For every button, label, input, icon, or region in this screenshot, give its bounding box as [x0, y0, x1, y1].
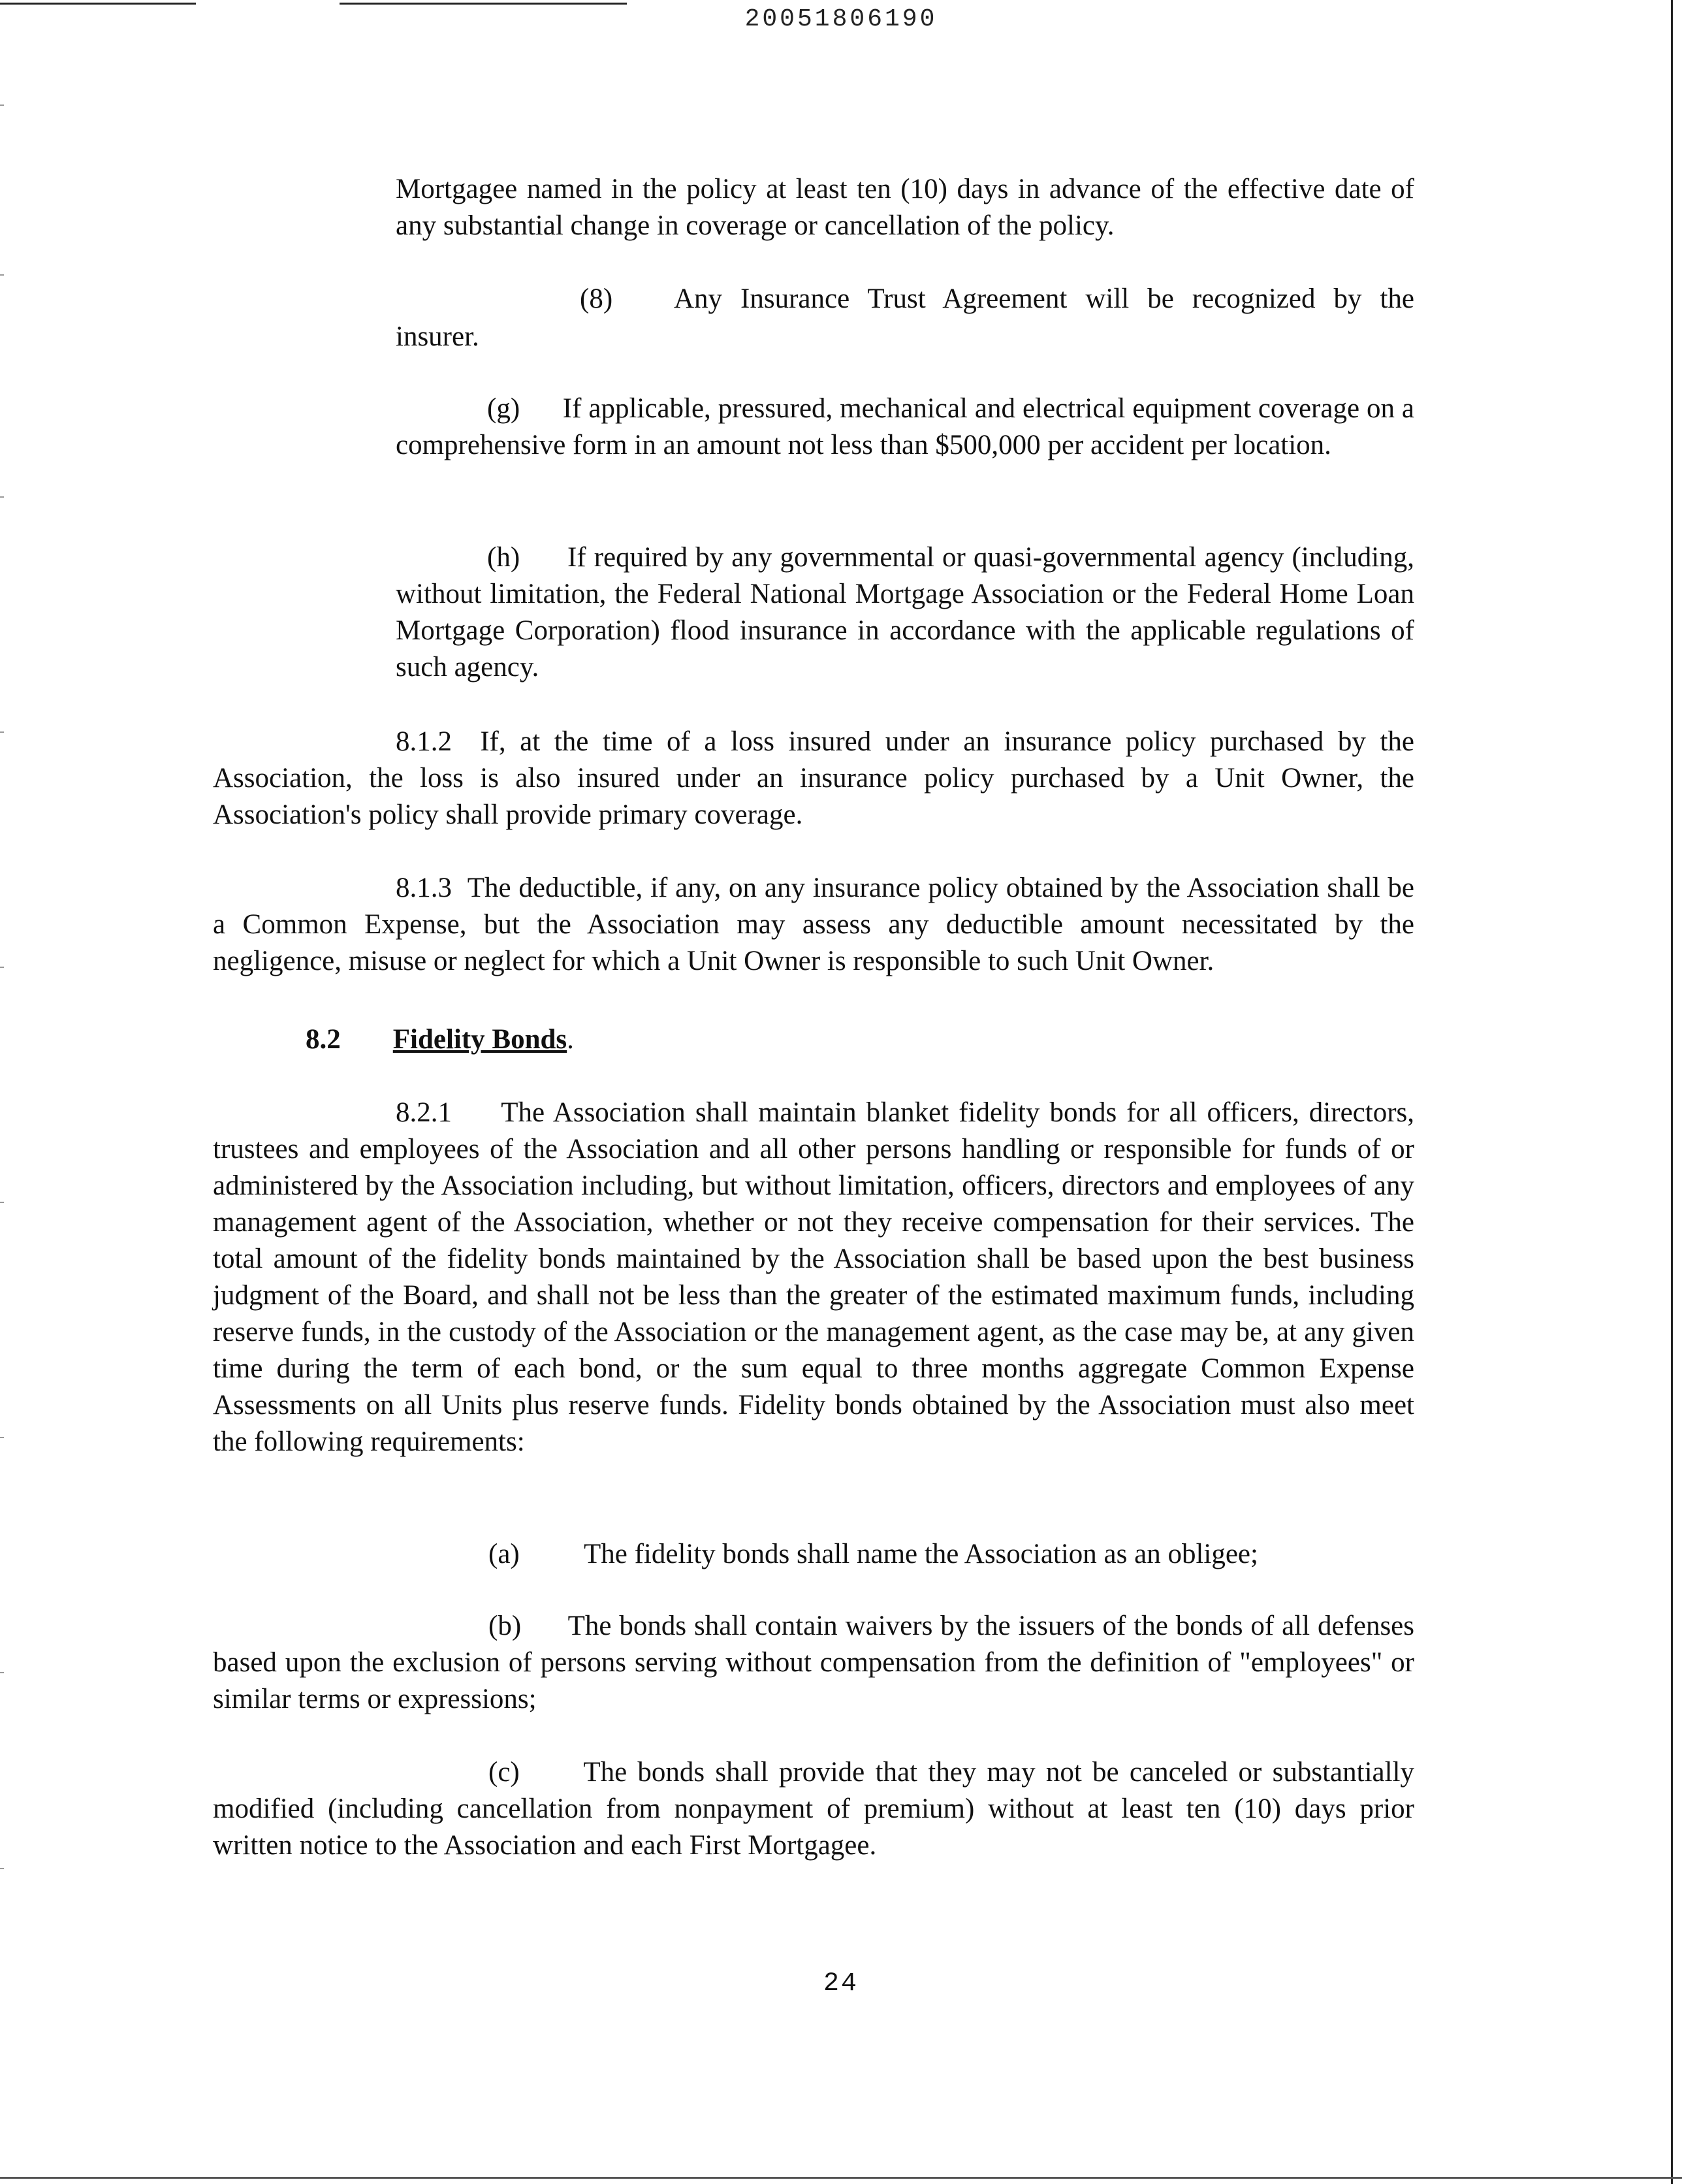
paragraph-g	[396, 391, 1414, 464]
paragraph-h-marker: (h)	[487, 542, 520, 573]
item-a-text: The fidelity bonds shall name the Association as an obligee;	[584, 1539, 1258, 1569]
paragraph-h	[396, 539, 1414, 686]
item-b	[213, 1608, 1414, 1718]
section-8-1-3-number: 8.1.3	[396, 873, 452, 903]
paragraph-h-text: If required by any governmental or quasi-governmental agency (including, without limitation, the Federal National Mortgage Association or the Federal Home Loan Mortgage Corporation) flood insurance in accordance with the applicable regulations of such agency.	[396, 542, 1415, 682]
paragraph-8-text: Any Insurance Trust Agreement will be recognized by the	[674, 283, 1414, 314]
scan-left-edge-marks	[0, 0, 5, 2184]
section-8-2-1	[213, 1095, 1414, 1460]
item-c-marker: (c)	[488, 1757, 520, 1788]
item-c-text: The bonds shall provide that they may not be canceled or substantially modified (including cancellation from nonpayment of premium) without at least ten (10) days prior written notice to the Association and each First Mortgagee.	[213, 1757, 1414, 1861]
paragraph-8-tail: insurer.	[396, 321, 479, 352]
item-a-marker: (a)	[488, 1539, 520, 1569]
section-8-2-1-number: 8.2.1	[396, 1097, 452, 1128]
section-8-1-2-number: 8.1.2	[396, 726, 452, 757]
scan-top-line-left	[0, 3, 196, 5]
scan-right-border	[1671, 0, 1673, 2184]
item-c	[213, 1754, 1414, 1864]
item-b-marker: (b)	[488, 1611, 522, 1641]
item-b-text: The bonds shall contain waivers by the issuers of the bonds of all defenses based upon the exclusion of persons serving without compensation from the definition of "employees" or similar terms or expressions;	[213, 1611, 1414, 1714]
paragraph-8-marker: (8)	[580, 283, 613, 314]
paragraph-continuation: Mortgagee named in the policy at least ten (10) days in advance of the effective date of any substantial change in coverage or cancellation of the policy.	[396, 174, 1414, 241]
section-8-2-heading	[306, 1021, 574, 1058]
section-8-2-number: 8.2	[306, 1024, 341, 1055]
section-8-1-2-text: If, at the time of a loss insured under an insurance policy purchased by the Association, the loss is also insured under an insurance policy purchased by a Unit Owner, the Association's policy shall provide primary coverage.	[213, 726, 1415, 830]
section-8-1-3	[213, 870, 1414, 980]
page-number: 24	[823, 1969, 859, 1999]
scan-bottom-border	[0, 2177, 1682, 2179]
section-8-1-2	[213, 724, 1414, 833]
scan-top-line-right	[340, 3, 627, 5]
paragraph-g-text: If applicable, pressured, mechanical and electrical equipment coverage on a comprehensive form in an amount not less than $500,000 per accident per location.	[396, 393, 1415, 460]
section-8-2-period: .	[567, 1024, 574, 1055]
document-number: 20051806190	[744, 5, 938, 33]
section-8-1-3-text: The deductible, if any, on any insurance policy obtained by the Association shall be a Common Expense, but the Association may assess any deductible amount necessitated by the negligence, misuse or neglect for which a Unit Owner is responsible to such Unit Owner.	[213, 873, 1414, 976]
section-8-2-title: Fidelity Bonds	[392, 1024, 567, 1055]
section-8-2-1-text: The Association shall maintain blanket fidelity bonds for all officers, directors, trustees and employees of the Association and all other persons handling or responsible for funds of or administered by the Association including, but without limitation, officers, directors and employees of any management agent of the Association, whether or not they receive compensation for their services. The total amount of the fidelity bonds maintained by the Association shall be based upon the best business judgment of the Board, and shall not be less than the greater of the estimated maximum funds, including reserve funds, in the custody of the Association or the management agent, as the case may be, at any given time during the term of each bond, or the sum equal to three months aggregate Common Expense Assessments on all Units plus reserve funds. Fidelity bonds obtained by the Association must also meet the following requirements:	[213, 1097, 1414, 1457]
paragraph-g-marker: (g)	[487, 393, 520, 424]
